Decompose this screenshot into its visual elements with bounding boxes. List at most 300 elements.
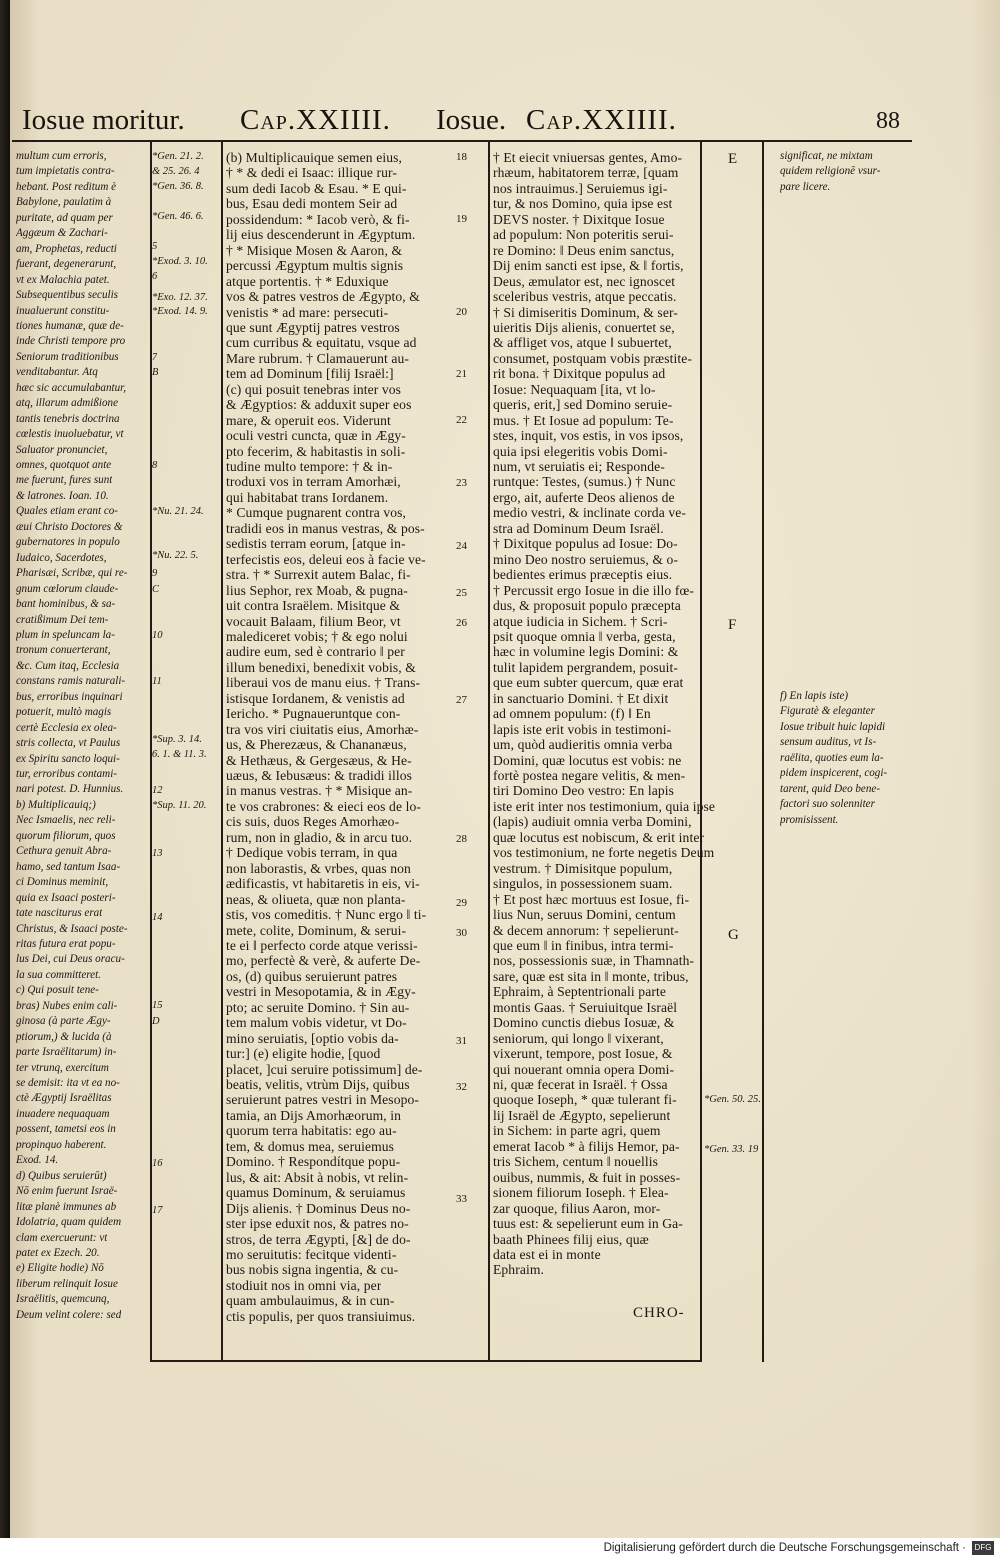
right-gloss-f-line: Figuratè & eleganter bbox=[780, 705, 875, 718]
left-gloss-line: & latrones. Ioan. 10. bbox=[16, 489, 109, 502]
text-col1-line: sedistis terram eorum, [atque in- bbox=[226, 536, 406, 552]
text-col2-line: Deus, æmulator est, nec ignoscet bbox=[493, 273, 676, 289]
page-number: 88 bbox=[876, 108, 900, 134]
left-gloss-line: Deum velint colere: sed bbox=[16, 1308, 122, 1321]
text-col2-line: lius Nun, seruus Domini, centum bbox=[493, 907, 676, 923]
left-gloss-line: se demisit: ita vt ea no- bbox=[16, 1077, 120, 1089]
text-col1-line: cum curribus & equitatu, vsque ad bbox=[226, 335, 417, 351]
text-col2-line: tur, & nos Domino, quia ipse est bbox=[493, 196, 673, 212]
reference-note: *Nu. 22. 5. bbox=[152, 550, 199, 561]
left-gloss-line: d) Quibus seruierūt) bbox=[16, 1169, 107, 1182]
left-gloss-line: constans ramis naturali- bbox=[16, 675, 126, 688]
text-col1-line: stros, de terra Ægypti, [&] de do- bbox=[226, 1231, 411, 1247]
right-gloss-f-line: pidem inspicerent, cogi- bbox=[780, 767, 888, 780]
text-col1-line: audire eum, sed è contrario ‖ per bbox=[226, 644, 405, 660]
left-gloss-line: ginosa (à parte Ægy- bbox=[16, 1015, 111, 1028]
text-col2-line: mus. † Et Iosue ad populum: Te- bbox=[493, 412, 674, 428]
left-gloss-line: ritas futura erat popu- bbox=[16, 937, 116, 950]
left-gloss-line: b) Multiplicauiq;) bbox=[16, 798, 96, 811]
text-col2-line: lapis iste erit vobis in testimoni- bbox=[493, 721, 672, 737]
text-col2-line: † Et post hæc mortuus est Iosue, fi- bbox=[493, 891, 690, 907]
text-col1-line: istisque Iordanem, & venistis ad bbox=[226, 690, 405, 706]
text-col1-line: bus, Esau dedi montem Seir ad bbox=[226, 196, 398, 212]
left-gloss-line: Babylone, paulatim à bbox=[16, 196, 112, 209]
left-gloss-line: hebant. Post reditum è bbox=[16, 180, 117, 193]
section-letter: F bbox=[728, 617, 737, 633]
text-col2-line: singulos, in possessionem suam. bbox=[493, 876, 673, 892]
reference-note: 16 bbox=[152, 1158, 163, 1169]
right-gloss-f-line: tarent, quid Deo bene- bbox=[780, 782, 881, 795]
funding-notice: Digitalisierung gefördert durch die Deutsche Forschungsgemeinschaft · bbox=[603, 1542, 966, 1554]
text-col2-line: consumet, postquam vobis præstite- bbox=[493, 350, 692, 366]
left-gloss-line: litæ planè immunes ab bbox=[16, 1200, 117, 1213]
verse-number: 25 bbox=[456, 587, 467, 599]
text-col1-line: percussi Ægyptum multis signis bbox=[226, 258, 404, 274]
text-col1-line: (c) qui posuit tenebras inter vos bbox=[226, 381, 402, 397]
left-gloss-line: plum in speluncam la- bbox=[16, 628, 115, 641]
text-col1-line: in manus vestras. † * Misique an- bbox=[226, 783, 413, 799]
reference-note: *Exod. 14. 9. bbox=[152, 306, 208, 317]
text-col1-line: tamia, an Dijs Amorhæorum, in bbox=[226, 1107, 402, 1123]
left-gloss-line: Seniorum traditionibus bbox=[16, 350, 119, 363]
left-gloss-line: nari potest. D. Hunnius. bbox=[16, 783, 124, 796]
left-gloss-line: hamo, sed tantum Isaa- bbox=[16, 860, 121, 873]
text-col1-line: rum, non in gladio, & in arcu tuo. bbox=[226, 829, 413, 845]
text-col2-line: rit bona. † Dixitque populus ad bbox=[493, 366, 666, 382]
reference-note: D bbox=[152, 1016, 160, 1027]
text-col1-line: lij eius descenderunt in Ægyptum. bbox=[226, 227, 416, 243]
left-gloss-line: tate nasciturus erat bbox=[16, 907, 103, 920]
text-col2-line: vixerunt, tempore, post Iosue, & bbox=[493, 1046, 673, 1062]
left-gloss-line: cœlestis inuoluebatur, vt bbox=[16, 428, 124, 441]
right-gloss-f-line: f) En lapis iste) bbox=[780, 690, 849, 702]
text-col1-line: tem ad Dominum [filij Israël:] bbox=[226, 366, 394, 382]
text-col1-line: ster ipse eduxit nos, & patres no- bbox=[226, 1216, 409, 1232]
left-gloss-line: multum cum erroris, bbox=[16, 150, 107, 162]
verse-number: 24 bbox=[456, 540, 467, 552]
text-col1-line: terfecistis eos, deleui eos à facie ve- bbox=[226, 551, 426, 567]
left-gloss-line: fuerant, degenerarunt, bbox=[16, 258, 117, 271]
text-col2-line: Iosue: Nequaquam [ita, vt lo- bbox=[493, 381, 656, 397]
text-col2-line: quia ipsi elegeritis vobis Domi- bbox=[493, 443, 668, 459]
reference-note: 5 bbox=[152, 241, 158, 252]
right-gloss-f-line: factori suo solenniter bbox=[780, 798, 875, 811]
reference-note: B bbox=[152, 367, 159, 378]
header-rule bbox=[12, 140, 912, 142]
text-col2-line: & decem annorum: † sepelierunt- bbox=[493, 922, 679, 938]
text-col1-line: Domino. † Respondítque popu- bbox=[226, 1154, 401, 1170]
left-gloss-line: potuerit, multò magis bbox=[16, 706, 112, 719]
left-gloss-line: tur, erroribus contami- bbox=[16, 768, 117, 780]
left-gloss-line: tantis tenebris doctrina bbox=[16, 412, 120, 425]
right-gloss-line: pare licere. bbox=[780, 180, 831, 193]
text-col1-line: Dijs alienis. † Dominus Deus no- bbox=[226, 1200, 411, 1216]
verse-number: 28 bbox=[456, 833, 467, 845]
left-gloss-line: quia ex Isaaci posteri- bbox=[16, 891, 116, 904]
running-title-left: Iosue moritur. bbox=[22, 104, 185, 136]
right-gloss-line: significat, ne mixtam bbox=[780, 150, 873, 162]
verse-number: 22 bbox=[456, 414, 467, 426]
right-gloss-f-line: promisissent. bbox=[780, 813, 839, 826]
reference-note: *Gen. 36. 8. bbox=[152, 181, 204, 192]
text-col1-line: Mare rubrum. † Clamauerunt au- bbox=[226, 350, 410, 366]
catchword: CHRO- bbox=[633, 1305, 685, 1321]
text-col1-line: tradidi eos in manus vestras, & pos- bbox=[226, 520, 425, 536]
text-col2-line: † Et eiecit vniuersas gentes, Amo- bbox=[493, 150, 683, 165]
text-col1-line: vestri in Mesopotamia, & in Ægy- bbox=[226, 984, 416, 1000]
text-col2-line: psit quoque omnia ‖ verba, gesta, bbox=[493, 628, 676, 644]
text-col1-line: atque portentis. † * Eduxique bbox=[226, 273, 389, 289]
right-gloss-f-line: Iosue tribuit huic lapidi bbox=[780, 720, 886, 733]
text-col1-line: tur:] (e) eligite hodie, [quod bbox=[226, 1046, 381, 1062]
text-col2-line: quoque Ioseph, * quæ tulerant fi- bbox=[493, 1092, 677, 1108]
left-gloss-line: hæc sic accumulabantur, bbox=[16, 381, 126, 394]
text-col2-line: bedientes erimus præceptis eius. bbox=[493, 567, 673, 583]
reference-note: 8 bbox=[152, 460, 158, 471]
verse-number: 30 bbox=[456, 927, 467, 939]
left-gloss-line: tum impietatis contra- bbox=[16, 165, 115, 178]
left-gloss-line: e) Eligite hodie) Nō bbox=[16, 1262, 104, 1275]
text-col1-line: pto fecerim, & habitastis in soli- bbox=[226, 443, 406, 459]
text-col1-line: ædificastis, vt habitaretis in eis, vi- bbox=[226, 876, 420, 892]
text-col1-line: bus nobis signa ingentia, & cu- bbox=[226, 1262, 399, 1278]
text-col2-line: † Percussit ergo Iosue in die illo fœ- bbox=[493, 582, 695, 598]
text-col2-line: que eum subter quercum, quæ erat bbox=[493, 675, 684, 691]
text-col1-line: liberaui vos de manu eius. † Trans- bbox=[226, 675, 421, 691]
bottom-rule bbox=[150, 1360, 702, 1362]
text-col2-line: atque iudicia in Sichem. † Scri- bbox=[493, 613, 668, 629]
left-gloss-line: possent, tametsi eos in bbox=[16, 1123, 116, 1136]
left-gloss-line: &c. Cum itaq, Ecclesia bbox=[16, 659, 120, 672]
reference-note: 11 bbox=[152, 676, 162, 687]
text-col1-line: uit contra Israëlem. Misitque & bbox=[226, 598, 401, 614]
left-gloss-line: Nō enim fuerunt Israë- bbox=[16, 1185, 118, 1198]
text-col1-line: uæus, & Iebusæus: & tradidi illos bbox=[226, 768, 413, 783]
text-col1-line: que sunt Ægyptij patres vestros bbox=[226, 319, 400, 335]
text-col1-line: tem malum vobis videtur, vt Do- bbox=[226, 1015, 407, 1031]
text-col1-line: te vos crabrones: & eieci eos de lo- bbox=[226, 798, 421, 814]
text-col1-line: mo seruitutis: fecitque videnti- bbox=[226, 1246, 397, 1262]
left-gloss-line: bant hominibus, & sa- bbox=[16, 598, 116, 611]
text-col1-line: vos & patres vestros de Ægypto, & bbox=[226, 289, 420, 305]
reference-note: C bbox=[152, 584, 160, 595]
left-gloss-line: Christus, & Isaaci poste- bbox=[16, 922, 128, 935]
text-col2-line: tuus est: & sepelierunt eum in Ga- bbox=[493, 1216, 683, 1232]
text-col2-line: baath Phinees filij eius, quæ bbox=[493, 1231, 649, 1247]
text-col1-line: non laborastis, & vrbes, quas non bbox=[226, 860, 411, 876]
text-col1-line: quam ambulauimus, & in cun- bbox=[226, 1293, 395, 1309]
verse-number: 23 bbox=[456, 477, 467, 489]
chapter-heading-left: Cap.XXIIII. bbox=[240, 104, 391, 136]
text-col1-line: tudine multo tempore: † & in- bbox=[226, 459, 393, 474]
left-gloss-line: Quales etiam erant co- bbox=[16, 505, 118, 518]
text-col2-line: seniorum, qui longo ‖ vixerant, bbox=[493, 1030, 664, 1046]
text-col1-line: beatis, velitis, vtrùm Dijs, quibus bbox=[226, 1077, 410, 1092]
text-col2-line: Ephraim. bbox=[493, 1262, 545, 1278]
text-col1-line: te ei ‖ perfecto corde atque verissi- bbox=[226, 937, 418, 953]
text-col2-line: Ephraim, à Septentrionali parte bbox=[493, 984, 666, 1000]
left-gloss-line: me fuerunt, fures sunt bbox=[16, 474, 113, 487]
left-gloss-line: Pharisæi, Scribæ, qui re- bbox=[16, 567, 128, 580]
text-col2-line: nos, possessionis suæ, in Thamnath- bbox=[493, 953, 695, 969]
right-gloss-f-line: sensum auditus, vt Is- bbox=[780, 736, 877, 749]
text-col2-line: DEVS noster. † Dixitque Iosue bbox=[493, 211, 665, 227]
right-gloss-f-line: raëlita, quoties eum la- bbox=[780, 751, 884, 764]
reference-note: *Nu. 21. 24. bbox=[152, 506, 204, 517]
running-title-center: Iosue. bbox=[436, 104, 507, 136]
text-col2-line: stes, inquit, vos estis, in vos ipsos, bbox=[493, 428, 684, 444]
text-col2-line: queris, erit,] sed Domino seruie- bbox=[493, 397, 673, 413]
verse-number: 29 bbox=[456, 897, 467, 909]
text-col1-line: malediceret vobis; † & ego nolui bbox=[226, 628, 408, 644]
reference-note: 6 bbox=[152, 271, 158, 282]
section-letter: E bbox=[728, 151, 738, 167]
left-gloss-line: venditabantur. Atq bbox=[16, 366, 98, 379]
text-col1-line: cis suis, duos Reges Amorhæo- bbox=[226, 814, 400, 830]
text-col1-line: mino seruiatis, [optio vobis da- bbox=[226, 1030, 399, 1046]
text-col1-line: pto; ac seruite Domino. † Sin au- bbox=[226, 999, 410, 1015]
text-col2-line: nos intrauimus.] Seruiemus igi- bbox=[493, 180, 668, 196]
reference-note: 13 bbox=[152, 848, 163, 859]
text-col1-line: & Hethæus, & Gergesæus, & He- bbox=[226, 752, 412, 768]
left-gloss-line: stris collecta, vt Paulus bbox=[16, 737, 121, 750]
text-col1-line: os, (d) quibus seruierunt patres bbox=[226, 968, 398, 984]
text-col1-line: placet, ]cui seruire potissimum] de- bbox=[226, 1061, 423, 1077]
left-gloss-line: c) Qui posuit tene- bbox=[16, 984, 99, 997]
text-col2-line: sceleribus vestris, atque peccatis. bbox=[493, 289, 677, 305]
left-gloss-line: liberum relinquit Iosue bbox=[16, 1277, 118, 1290]
left-gloss-line: Exod. 14. bbox=[16, 1154, 59, 1167]
left-gloss-line: Idolatria, quam quidem bbox=[16, 1216, 122, 1229]
text-col2-line: rhæum, habitatorem terræ, [quam bbox=[493, 165, 679, 181]
left-gloss-line: cratißimum Dei tem- bbox=[16, 613, 109, 626]
reference-note: 6. 1. & 11. 3. bbox=[152, 749, 207, 760]
text-col2-line: dus, & proposuit populo præcepta bbox=[493, 598, 681, 614]
left-gloss-line: ter vtrunq, exercitum bbox=[16, 1061, 109, 1074]
text-col2-line: vos testimonium, ne forte negetis Deum bbox=[493, 845, 715, 861]
text-col2-line: qui nouerant omnia opera Domi- bbox=[493, 1061, 675, 1077]
verse-number: 32 bbox=[456, 1081, 467, 1093]
text-col2-line: & affliget vos, atque ‖ subuertet, bbox=[493, 335, 672, 351]
text-col1-line: lius Sephor, rex Moab, & pugna- bbox=[226, 582, 408, 598]
text-col1-line: mare, & operuit eos. Viderunt bbox=[226, 412, 391, 428]
left-gloss-line: atq, illarum admißione bbox=[16, 397, 118, 410]
text-col1-line: † * Misique Mosen & Aaron, & bbox=[226, 242, 403, 258]
text-col1-line: stodiuit nos in omni via, per bbox=[226, 1277, 382, 1293]
text-right-rule bbox=[700, 142, 702, 1362]
text-col2-line: ergo, ait, auferte Deos alienos de bbox=[493, 489, 675, 505]
text-col1-line: † * & dedi ei Isaac: illique rur- bbox=[226, 165, 398, 181]
text-col1-line: mo, perfectè & verè, & auferte De- bbox=[226, 953, 421, 969]
text-col2-line: Domino cunctis diebus Iosuæ, & bbox=[493, 1015, 675, 1031]
text-col2-line: ad omnem populum: (f) ‖ En bbox=[493, 706, 651, 722]
left-gloss-line: parte Israëlitarum) in- bbox=[16, 1046, 117, 1059]
reference-note: *Gen. 46. 6. bbox=[152, 211, 204, 222]
text-col1-line: seruierunt patres vestri in Mesopo- bbox=[226, 1092, 420, 1108]
text-col2-line: (lapis) audiuit omnia verba Domini, bbox=[493, 814, 692, 830]
text-col2-line: zar quoque, filius Aaron, mor- bbox=[493, 1200, 661, 1216]
left-gloss-line: inuadere nequaquam bbox=[16, 1107, 110, 1120]
text-col2-line: stra ad Dominum Deum Israël. bbox=[493, 520, 664, 536]
verse-number: 26 bbox=[456, 617, 467, 629]
text-col2-line: tulit lapidem pergrandem, posuit- bbox=[493, 659, 679, 675]
text-col2-line: hæc in volumine legis Domini: & bbox=[493, 644, 679, 660]
verse-number: 20 bbox=[456, 306, 467, 318]
left-gloss-line: la sua committeret. bbox=[16, 968, 101, 981]
text-col1-line: sum dedi Iacob & Esau. * E qui- bbox=[226, 180, 407, 196]
reference-note: *Gen. 21. 2. bbox=[152, 151, 204, 162]
text-center-rule bbox=[488, 142, 490, 1362]
text-col1-line: venistis * ad mare: persecuti- bbox=[226, 304, 389, 320]
verse-number: 27 bbox=[456, 694, 467, 706]
reference-note: *Sup. 11. 20. bbox=[152, 800, 207, 811]
left-gloss-line: Nec Ismaelis, nec reli- bbox=[16, 814, 116, 827]
text-col1-line: † Dedique vobis terram, in qua bbox=[226, 845, 398, 861]
verse-number: 19 bbox=[456, 213, 467, 225]
text-col2-line: quæ locutus est nobiscum, & erit inter bbox=[493, 829, 705, 845]
text-col2-line: sare, quæ est sita in ‖ monte, tribus, bbox=[493, 968, 689, 984]
left-gloss-line: certè Ecclesia ex olea- bbox=[16, 721, 117, 734]
section-letter: G bbox=[728, 927, 739, 943]
text-col2-line: ouibus, nummis, & fuit in posses- bbox=[493, 1169, 681, 1185]
dfg-logo: DFG bbox=[972, 1541, 994, 1555]
reference-note: 14 bbox=[152, 912, 163, 923]
text-col1-line: (b) Multiplicauique semen eius, bbox=[226, 150, 403, 165]
left-gloss-line: clam exercuerunt: vt bbox=[16, 1231, 108, 1244]
reference-note: *Gen. 33. 19 bbox=[704, 1144, 759, 1155]
reference-note: 15 bbox=[152, 1000, 163, 1011]
left-gloss-line: tronum conuerterant, bbox=[16, 644, 111, 657]
left-gloss-line: ctè Ægyptij Israëlitas bbox=[16, 1092, 112, 1105]
left-gloss-line: patet ex Ezech. 20. bbox=[16, 1246, 100, 1259]
left-gloss-line: vt ex Malachia patet. bbox=[16, 273, 110, 286]
text-col1-line: Iericho. * Pugnaueruntque con- bbox=[226, 706, 401, 722]
text-col1-line: possidendum: * Iacob verò, & fi- bbox=[226, 211, 410, 227]
left-gloss-line: puritate, ad quam per bbox=[16, 211, 113, 224]
text-col2-line: † Si dimiseritis Dominum, & ser- bbox=[493, 304, 678, 320]
text-col2-line: vestrum. † Dimisitque populum, bbox=[493, 860, 673, 876]
reference-note: 12 bbox=[152, 785, 163, 796]
left-gloss-line: propinquo haberent. bbox=[16, 1138, 107, 1151]
text-col1-line: lus, & ait: Absit à nobis, vt relin- bbox=[226, 1169, 409, 1185]
text-col2-line: uieritis Dijs alienis, conuertet se, bbox=[493, 319, 675, 335]
footer-bar bbox=[0, 1538, 1000, 1561]
text-col2-line: sionem filiorum Ioseph. † Elea- bbox=[493, 1185, 669, 1201]
text-col1-line: quamus Dominum, & seruiamus bbox=[226, 1185, 406, 1201]
text-col1-line: oculi vestri cuncta, quæ in Ægy- bbox=[226, 428, 406, 444]
text-col2-line: in sanctuario Domini. † Et dixit bbox=[493, 690, 669, 706]
text-col2-line: runtque: Testes, (sumus.) † Nunc bbox=[493, 474, 676, 490]
left-gloss-line: gubernatores in populo bbox=[16, 536, 120, 549]
text-col1-line: vocauit Balaam, filium Beor, vt bbox=[226, 613, 401, 629]
verse-number: 31 bbox=[456, 1035, 467, 1047]
left-gloss-line: gnum cœlorum claude- bbox=[16, 582, 119, 595]
reference-note: *Exod. 3. 10. bbox=[152, 256, 208, 267]
text-col2-line: data est ei in monte bbox=[493, 1246, 601, 1262]
text-col2-line: montis Gaas. † Seruiuitque Israël bbox=[493, 999, 678, 1015]
text-col2-line: † Dixitque populus ad Iosue: Do- bbox=[493, 536, 678, 552]
left-gloss-line: bras) Nubes enim cali- bbox=[16, 999, 118, 1012]
text-col2-line: ad populum: Non poteritis serui- bbox=[493, 227, 674, 243]
left-gloss-line: inde Christi tempore pro bbox=[16, 335, 126, 348]
reference-note: 17 bbox=[152, 1205, 163, 1216]
left-gloss-line: ex Spiritu sancto loqui- bbox=[16, 752, 120, 765]
ref-column-rule bbox=[221, 142, 223, 1362]
text-col1-line: tra vos viri ciuitatis eius, Amorhæ- bbox=[226, 721, 419, 737]
text-col2-line: fortè postea negare velitis, & men- bbox=[493, 768, 686, 783]
text-col1-line: tem, & domus mea, seruiemus bbox=[226, 1138, 395, 1154]
text-col2-line: um, quòd audieritis omnia verba bbox=[493, 737, 673, 753]
text-col1-line: * Cumque pugnarent contra vos, bbox=[226, 505, 407, 521]
reference-note: *Exo. 12. 37. bbox=[152, 292, 208, 303]
left-gloss-line: Cethura genuit Abra- bbox=[16, 845, 112, 858]
text-col1-line: mete, colite, Dominum, & serui- bbox=[226, 922, 407, 938]
verse-number: 21 bbox=[456, 368, 467, 380]
reference-note: 9 bbox=[152, 568, 158, 579]
left-gloss-line: Iudaico, Sacerdotes, bbox=[16, 551, 107, 564]
text-col1-line: & Ægyptios: & adduxit super eos bbox=[226, 397, 412, 413]
left-gloss-line: inualuerunt constitu- bbox=[16, 304, 110, 317]
reference-note: 7 bbox=[152, 352, 158, 363]
reference-note: & 25. 26. 4 bbox=[152, 166, 200, 177]
reference-note: *Sup. 3. 14. bbox=[152, 734, 202, 745]
text-col1-line: qui habitabat trans Iordanem. bbox=[226, 489, 389, 505]
left-gloss-line: Israëlitis, quemcunq, bbox=[16, 1293, 110, 1306]
left-gloss-line: bus, erroribus inquinari bbox=[16, 690, 123, 703]
text-col2-line: tris Sichem, centum ‖ nouellis bbox=[493, 1154, 659, 1170]
left-gloss-line: ptiorum,) & lucida (à bbox=[16, 1030, 112, 1043]
text-col1-line: ctis populis, per quos transiuimus. bbox=[226, 1308, 416, 1324]
left-gloss-line: Aggæum & Zachari- bbox=[16, 227, 108, 240]
verse-number: 33 bbox=[456, 1193, 467, 1205]
left-gloss-line: am, Prophetas, reducti bbox=[16, 242, 117, 255]
text-col2-line: ni, quæ fecerat in Israël. † Ossa bbox=[493, 1077, 668, 1092]
text-col1-line: stra. † * Surrexit autem Balac, fi- bbox=[226, 567, 411, 583]
reference-note: 10 bbox=[152, 630, 163, 641]
text-col1-line: quorum terra habitatis: ego au- bbox=[226, 1123, 397, 1139]
text-col1-line: troduxi vos in terram Amorhæi, bbox=[226, 474, 401, 490]
left-gloss-line: tiones humanæ, quæ de- bbox=[16, 319, 124, 332]
text-col2-line: que eum ‖ in finibus, intra termi- bbox=[493, 937, 674, 953]
text-col2-line: lij Israël de Ægypto, sepelierunt bbox=[493, 1107, 671, 1123]
text-col2-line: iste erit inter nos testimonium, quia ipse bbox=[493, 798, 716, 814]
verse-number: 18 bbox=[456, 151, 467, 163]
left-gloss-line: lus Dei, cui Deus oracu- bbox=[16, 953, 125, 966]
reference-note: *Gen. 50. 25. bbox=[704, 1094, 761, 1105]
left-gloss-line: Subsequentibus seculis bbox=[16, 289, 118, 302]
text-col1-line: stis, vos comeditis. † Nunc ergo ‖ ti- bbox=[226, 907, 427, 923]
text-col2-line: tiri Domino Deo vestro: En lapis bbox=[493, 783, 675, 799]
chapter-heading-right: Cap.XXIIII. bbox=[526, 104, 677, 136]
text-col2-line: in Sichem: in parte agri, quem bbox=[493, 1123, 661, 1139]
text-col2-line: Domini, quæ locutus est vobis: ne bbox=[493, 752, 682, 768]
right-gloss-line: quidem religionē vsur- bbox=[780, 165, 881, 178]
text-col2-line: Dij enim sancti est ipse, & ‖ fortis, bbox=[493, 258, 684, 274]
left-gloss-line: omnes, quotquot ante bbox=[16, 459, 112, 471]
left-gloss-line: quorum filiorum, quos bbox=[16, 829, 116, 842]
text-col2-line: num, vt seruiatis ei; Responde- bbox=[493, 459, 665, 474]
right-ref-rule bbox=[762, 142, 764, 1362]
left-gloss-line: æui Christo Doctores & bbox=[16, 520, 123, 533]
text-col2-line: mino Deo nostro seruiemus, & o- bbox=[493, 551, 679, 567]
text-col2-line: emerat Iacob * à filijs Hemor, pa- bbox=[493, 1138, 680, 1154]
text-col2-line: re Domino: ‖ Deus enim sanctus, bbox=[493, 242, 675, 258]
text-col1-line: neas, & oliueta, quæ non planta- bbox=[226, 891, 406, 907]
text-col2-line: medio vestri, & inclinate corda ve- bbox=[493, 505, 686, 521]
book-page bbox=[10, 0, 1000, 1538]
text-col1-line: illum benedixi, benedixit vobis, & bbox=[226, 659, 416, 675]
left-gloss-line: ci Dominus meminit, bbox=[16, 876, 109, 889]
